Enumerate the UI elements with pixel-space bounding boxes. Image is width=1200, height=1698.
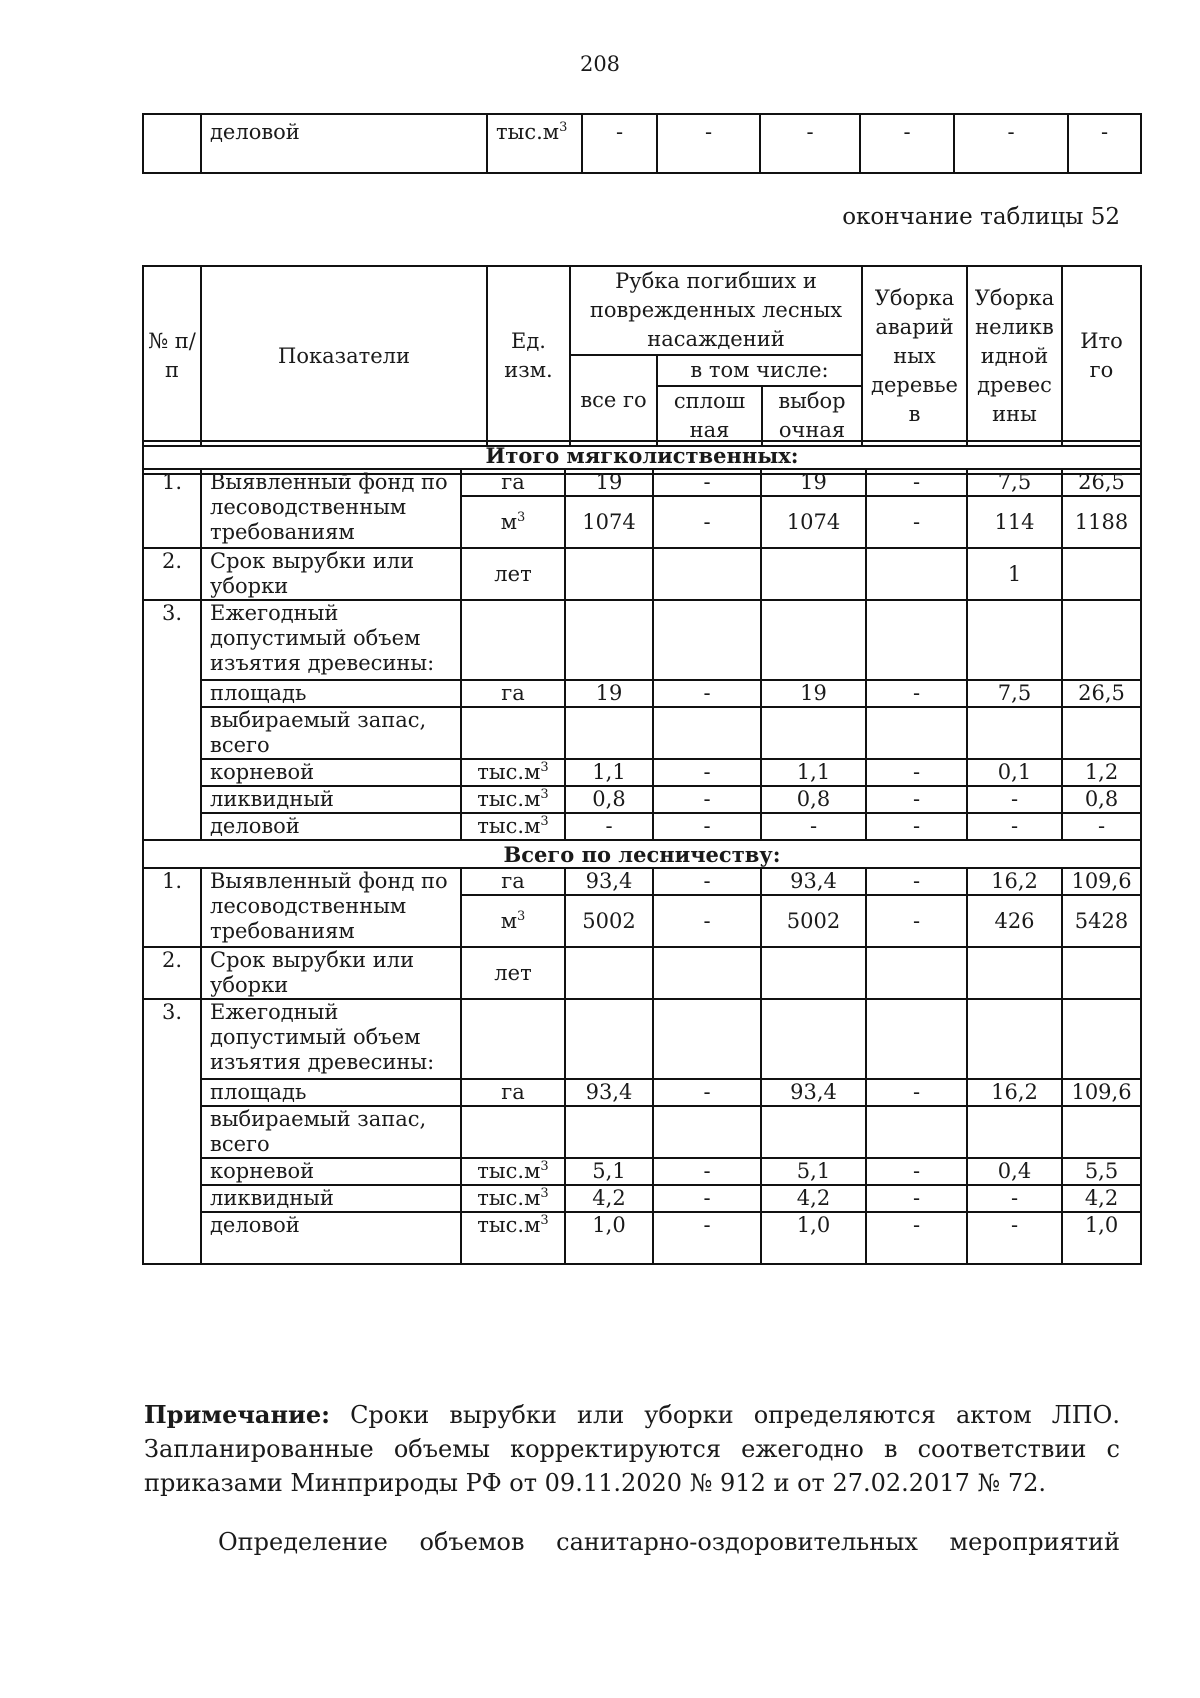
page-number: 208 xyxy=(579,52,621,76)
final-word: санитарно-оздоровительных xyxy=(556,1528,918,1556)
value-cell xyxy=(866,548,967,600)
table-row xyxy=(143,999,1141,1079)
table-row xyxy=(143,600,1141,680)
value-cell xyxy=(1062,548,1141,600)
row-label: выбираемый запас, всего xyxy=(201,1106,461,1158)
value-cell: - xyxy=(653,868,761,895)
empty-cell xyxy=(967,707,1062,759)
table-row xyxy=(143,114,1141,173)
row-label: Выявленный фонд по лесоводственным требованиям xyxy=(201,868,461,947)
value-cell xyxy=(653,947,761,999)
value-cell xyxy=(565,548,653,600)
header-group: Рубка погибших и поврежденных лесных насаждений xyxy=(570,266,862,355)
value-cell: - xyxy=(653,1158,761,1185)
empty-cell xyxy=(461,707,565,759)
note-label: Примечание: xyxy=(144,1400,330,1429)
table-row xyxy=(143,680,1141,707)
unit-cell: $тыс.м^3$ xyxy=(461,1212,565,1264)
table-row xyxy=(143,548,1141,600)
value-cell: 19 xyxy=(565,680,653,707)
value-cell: 7,5 xyxy=(967,680,1062,707)
value-cell xyxy=(1062,947,1141,999)
value-cell: - xyxy=(967,1185,1062,1212)
header-clear: сплош ная xyxy=(657,386,762,446)
final-word: мероприятий xyxy=(949,1528,1120,1556)
header-total: все го xyxy=(570,355,657,446)
value-cell: - xyxy=(967,813,1062,840)
empty-cell xyxy=(565,707,653,759)
value-cell: - xyxy=(653,469,761,496)
header-selective: выбор очная xyxy=(762,386,862,446)
value-cell: 1188 xyxy=(1062,496,1141,548)
value-cell: 426 xyxy=(967,895,1062,947)
table-row xyxy=(143,947,1141,999)
value-cell: 4,2 xyxy=(565,1185,653,1212)
final-line xyxy=(218,1528,1120,1556)
value-cell: 1,0 xyxy=(565,1212,653,1264)
row-number: 3. xyxy=(143,600,201,840)
value-cell: 93,4 xyxy=(565,868,653,895)
value-cell: 4,2 xyxy=(761,1185,866,1212)
table-row xyxy=(143,868,1141,895)
empty-cell xyxy=(461,1106,565,1158)
unit-cell: $тыс.м^3$ xyxy=(461,759,565,786)
value-cell: - xyxy=(866,1158,967,1185)
value-cell: - xyxy=(866,1079,967,1106)
empty-cell xyxy=(761,707,866,759)
value-cell: - xyxy=(1068,114,1141,173)
row-label: деловой xyxy=(201,813,461,840)
value-cell: 5428 xyxy=(1062,895,1141,947)
value-cell: 1,2 xyxy=(1062,759,1141,786)
final-word: Определение xyxy=(218,1528,388,1556)
table-row xyxy=(143,441,1141,469)
value-cell: 5,1 xyxy=(565,1158,653,1185)
value-cell: - xyxy=(1062,813,1141,840)
table-row xyxy=(143,707,1141,759)
value-cell: 93,4 xyxy=(761,868,866,895)
row-number: 1. xyxy=(143,469,201,548)
empty-cell xyxy=(653,999,761,1079)
value-cell: 19 xyxy=(761,680,866,707)
row-label: выбираемый запас, всего xyxy=(201,707,461,759)
table-row xyxy=(143,813,1141,840)
row-label: ликвидный xyxy=(201,786,461,813)
empty-cell xyxy=(866,707,967,759)
value-cell: 19 xyxy=(761,469,866,496)
value-cell: 0,1 xyxy=(967,759,1062,786)
row-label: Ежегодный допустимый объем изъятия древесины: xyxy=(201,600,461,680)
row-label: Ежегодный допустимый объем изъятия древесины: xyxy=(201,999,461,1079)
value-cell xyxy=(967,947,1062,999)
value-cell: - xyxy=(954,114,1068,173)
table-row xyxy=(143,1158,1141,1185)
value-cell: - xyxy=(653,895,761,947)
row-label: ликвидный xyxy=(201,1185,461,1212)
row-label: Выявленный фонд по лесоводственным требованиям xyxy=(201,469,461,548)
header-num: № п/п xyxy=(143,266,201,446)
empty-cell xyxy=(653,600,761,680)
value-cell: 1 xyxy=(967,548,1062,600)
table-row xyxy=(143,469,1141,496)
header-sum: Ито го xyxy=(1062,266,1141,446)
empty-cell xyxy=(1062,707,1141,759)
final-word: объемов xyxy=(419,1528,525,1556)
value-cell: - xyxy=(657,114,760,173)
section-title: Итого мягколиственных: xyxy=(143,441,1141,469)
value-cell xyxy=(565,947,653,999)
value-cell: 7,5 xyxy=(967,469,1062,496)
value-cell: 19 xyxy=(565,469,653,496)
value-cell xyxy=(653,548,761,600)
empty-cell xyxy=(967,1106,1062,1158)
value-cell: 1074 xyxy=(565,496,653,548)
row-label: площадь xyxy=(201,680,461,707)
value-cell: 93,4 xyxy=(565,1079,653,1106)
value-cell: - xyxy=(967,786,1062,813)
table-row xyxy=(143,759,1141,786)
value-cell: 1,1 xyxy=(565,759,653,786)
header-illiquid: Уборка неликв идной древес ины xyxy=(967,266,1062,446)
value-cell: 109,6 xyxy=(1062,868,1141,895)
row-label: Срок вырубки или уборки xyxy=(201,947,461,999)
unit-cell: лет xyxy=(461,947,565,999)
unit-cell: га xyxy=(461,868,565,895)
row-label: площадь xyxy=(201,1079,461,1106)
row-label: деловой xyxy=(201,1212,461,1264)
value-cell: 0,8 xyxy=(1062,786,1141,813)
value-cell: 5002 xyxy=(761,895,866,947)
empty-cell xyxy=(565,999,653,1079)
table-row xyxy=(143,1079,1141,1106)
empty-cell xyxy=(761,1106,866,1158)
value-cell: - xyxy=(760,114,860,173)
value-cell: 114 xyxy=(967,496,1062,548)
row-number: 2. xyxy=(143,548,201,600)
table-row xyxy=(143,840,1141,868)
value-cell: - xyxy=(866,1212,967,1264)
value-cell: 0,4 xyxy=(967,1158,1062,1185)
value-cell: - xyxy=(866,786,967,813)
empty-cell xyxy=(653,707,761,759)
value-cell: - xyxy=(866,680,967,707)
header-including: в том числе: xyxy=(657,355,862,386)
header-unit: Ед. изм. xyxy=(487,266,570,446)
table-row xyxy=(143,1212,1141,1264)
empty-cell xyxy=(761,600,866,680)
empty-cell xyxy=(1062,600,1141,680)
header-indicators: Показатели xyxy=(201,266,487,446)
empty-cell xyxy=(461,600,565,680)
empty-cell xyxy=(866,600,967,680)
value-cell: 1,1 xyxy=(761,759,866,786)
table-row xyxy=(143,1106,1141,1158)
unit-cell: лет xyxy=(461,548,565,600)
value-cell: - xyxy=(653,496,761,548)
value-cell: 16,2 xyxy=(967,1079,1062,1106)
value-cell: - xyxy=(860,114,954,173)
value-cell: - xyxy=(866,813,967,840)
value-cell: - xyxy=(866,895,967,947)
value-cell: 4,2 xyxy=(1062,1185,1141,1212)
empty-cell xyxy=(1062,1106,1141,1158)
value-cell: - xyxy=(967,1212,1062,1264)
value-cell: - xyxy=(653,1212,761,1264)
value-cell: 93,4 xyxy=(761,1079,866,1106)
value-cell: - xyxy=(866,759,967,786)
row-label: Срок вырубки или уборки xyxy=(201,548,461,600)
empty-cell xyxy=(967,600,1062,680)
value-cell: - xyxy=(653,1185,761,1212)
value-cell: 5002 xyxy=(565,895,653,947)
value-cell xyxy=(761,548,866,600)
unit-cell: га xyxy=(461,1079,565,1106)
empty-cell xyxy=(866,999,967,1079)
value-cell: - xyxy=(582,114,657,173)
unit-cell: га xyxy=(461,469,565,496)
value-cell: - xyxy=(653,813,761,840)
value-cell: - xyxy=(565,813,653,840)
unit-cell: $тыс.м^3$ xyxy=(461,813,565,840)
value-cell: - xyxy=(761,813,866,840)
value-cell: - xyxy=(866,868,967,895)
data-table xyxy=(142,440,1142,1265)
row-number: 3. xyxy=(143,999,201,1264)
unit-cell: $м^3$ xyxy=(461,496,565,548)
value-cell: 5,5 xyxy=(1062,1158,1141,1185)
unit-cell: $м^3$ xyxy=(461,895,565,947)
table-caption: окончание таблицы 52 xyxy=(842,204,1120,230)
empty-cell xyxy=(967,999,1062,1079)
empty-cell xyxy=(565,600,653,680)
note-paragraph xyxy=(144,1398,1120,1500)
unit-cell: $тыс.м^3$ xyxy=(487,114,582,173)
value-cell: 1,0 xyxy=(1062,1212,1141,1264)
table-row xyxy=(143,786,1141,813)
row-label: корневой xyxy=(201,759,461,786)
value-cell: - xyxy=(866,1185,967,1212)
header-windfall: Уборка аварий ных деревье в xyxy=(862,266,967,446)
section-title: Всего по лесничеству: xyxy=(143,840,1141,868)
unit-cell: $тыс.м^3$ xyxy=(461,1158,565,1185)
empty-cell xyxy=(761,999,866,1079)
value-cell: 5,1 xyxy=(761,1158,866,1185)
value-cell: - xyxy=(866,469,967,496)
value-cell: 0,8 xyxy=(565,786,653,813)
note-text: Сроки вырубки или уборки определяются актом ЛПО. Запланированные объемы корректируются ежегодно в соответствии с приказами Минприроды РФ от 09.11.2020 № 912 и от 27.02.2017 № 72. xyxy=(144,1401,1120,1497)
unit-cell: $тыс.м^3$ xyxy=(461,786,565,813)
value-cell: 1,0 xyxy=(761,1212,866,1264)
empty-cell xyxy=(565,1106,653,1158)
value-cell: - xyxy=(653,759,761,786)
continuation-table xyxy=(142,113,1142,174)
value-cell: - xyxy=(653,680,761,707)
row-number: 1. xyxy=(143,868,201,947)
value-cell: 26,5 xyxy=(1062,469,1141,496)
value-cell: - xyxy=(653,786,761,813)
value-cell: 26,5 xyxy=(1062,680,1141,707)
value-cell: 1074 xyxy=(761,496,866,548)
row-label: деловой xyxy=(201,114,487,173)
value-cell: 16,2 xyxy=(967,868,1062,895)
table-row xyxy=(143,1185,1141,1212)
value-cell: 0,8 xyxy=(761,786,866,813)
value-cell: 109,6 xyxy=(1062,1079,1141,1106)
unit-cell: га xyxy=(461,680,565,707)
empty-cell xyxy=(461,999,565,1079)
value-cell xyxy=(866,947,967,999)
value-cell: - xyxy=(866,496,967,548)
row-label: корневой xyxy=(201,1158,461,1185)
row-number: 2. xyxy=(143,947,201,999)
empty-cell xyxy=(1062,999,1141,1079)
unit-cell: $тыс.м^3$ xyxy=(461,1185,565,1212)
empty-cell xyxy=(866,1106,967,1158)
value-cell xyxy=(761,947,866,999)
value-cell: - xyxy=(653,1079,761,1106)
empty-cell xyxy=(653,1106,761,1158)
